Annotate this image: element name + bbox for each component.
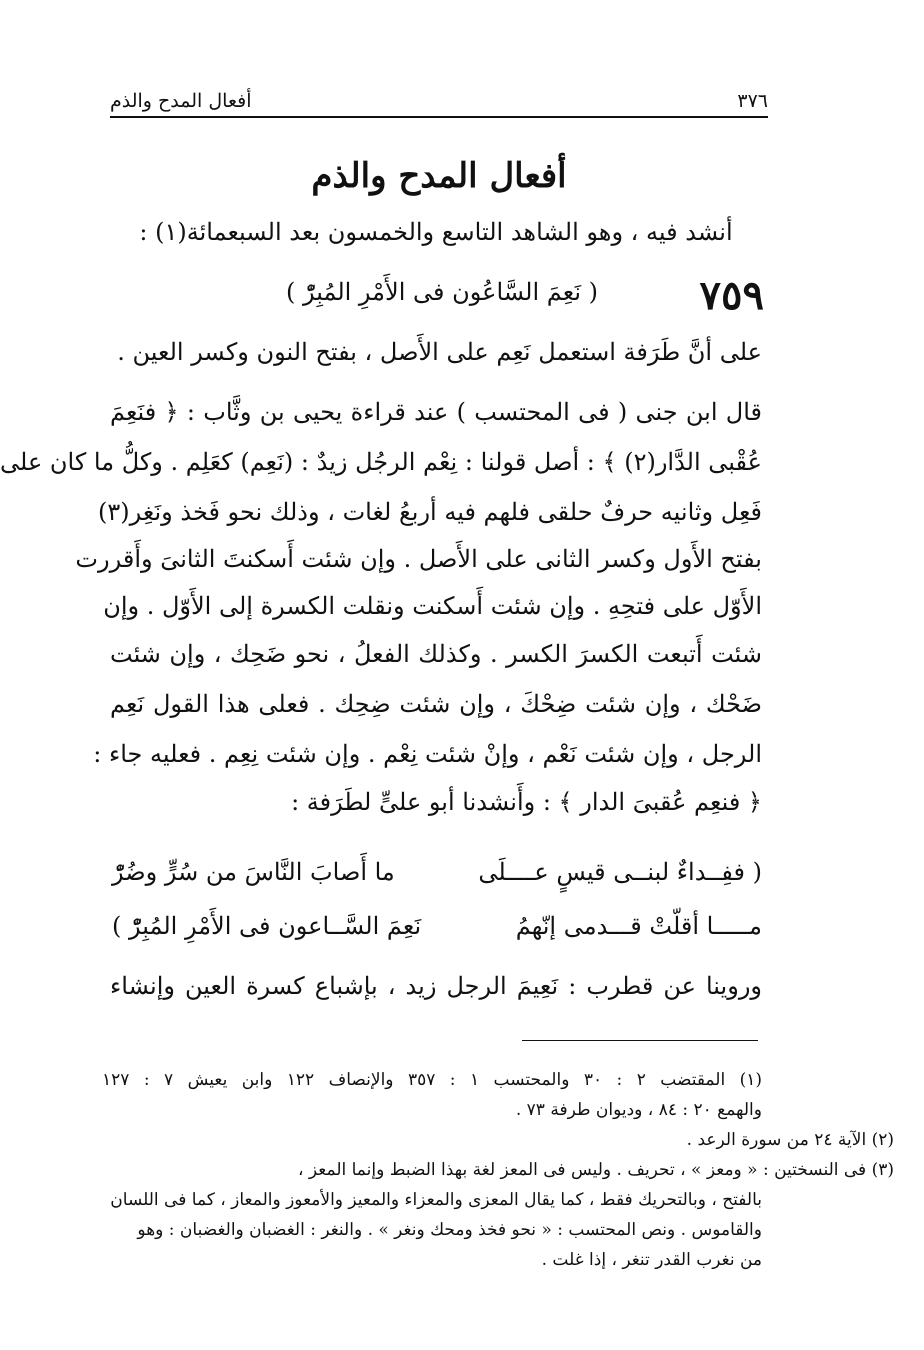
footnote-line: والقاموس . ونص المحتسب : « نحو فخذ ومحك ونغر » . والنغر : الغضبان والغضبان : وهو (137, 1220, 762, 1240)
running-header (110, 82, 768, 118)
chapter-title: أفعال المدح والذم (311, 156, 567, 196)
body-line: بفتح الأَول وكسر الثانى على الأَصل . وإن شئت أَسكنتَ الثانىَ وأَقررت (75, 545, 762, 573)
body-line: الأَوّل على فتحِهِ . وإن شئت أَسكنت ونقلت الكسرة إلى الأَوّل . وإن (103, 592, 762, 620)
body-line: على أنَّ طَرَفة استعمل نَعِم على الأَصل ، بفتح النون وكسر العين . (117, 338, 762, 366)
verse-quote: ( نَعِمَ السَّاعُون فى الأَمْرِ المُبِرّْ ) (285, 278, 599, 306)
body-line: ضَحْك ، وإن شئت ضِحْكَ ، وإن شئت ضِحِك . فعلى هذا القول نَعِم (110, 690, 762, 718)
couplet-hemistich: مـــــا أقلّتْ قـــدمى إنّهمُ (515, 912, 762, 940)
body-line: ﴿ فنعِم عُقبىَ الدار ﴾ : وأَنشدنا أبو علىٍّ لطَرَفة : (291, 788, 762, 816)
footnote-rule (522, 1040, 758, 1041)
couplet-hemistich: نَعِمَ السَّــاعون فى الأَمْرِ المُبِرّْ ) (112, 912, 422, 940)
footnote-line: (٢) الآية ٢٤ من سورة الرعد . (686, 1130, 894, 1150)
book-page (2, 0, 924, 1350)
couplet-hemistich: ما أَصابَ النَّاسَ من سُرٍّ وضُرّْ (112, 858, 395, 886)
body-line: الرجل ، وإن شئت نَعْم ، وإنْ شئت نِعْم . وإن شئت نِعِم . فعليه جاء : (93, 740, 762, 768)
body-line: عُقْبى الدَّار(٢) ﴾ : أصل قولنا : نِعْم الرجُل زيدٌ : (نَعِم) كعَلِم . وكلُّ ما كان على (0, 448, 762, 476)
couplet-hemistich: ( ففِــداءٌ لبنــى قيسٍ عــــلَى (478, 858, 762, 886)
running-title: أفعال المدح والذم (110, 90, 252, 112)
body-line: قال ابن جنى ( فى المحتسب ) عند قراءة يحيى بن وثَّاب : ﴿ فنَعِمَ (110, 398, 762, 426)
body-line: شئت أَتبعت الكسرَ الكسر . وكذلك الفعلُ ، نحو ضَحِك ، وإن شئت (110, 640, 762, 668)
verse-number: ٧٥٩ (699, 272, 764, 319)
footnote-line: (١) المقتضب ٢ : ٣٠ والمحتسب ١ : ٣٥٧ والإنصاف ١٢٢ وابن يعيش ٧ : ١٢٧ (102, 1070, 763, 1090)
footnote-line: من نغرب القدر تنغر ، إذا غلت . (541, 1250, 762, 1270)
body-line: فَعِل وثانيه حرفٌ حلقى فلهم فيه أربعُ لغات ، وذلك نحو فَخذ ونَغِر(٣) (98, 498, 762, 526)
intro-line: أنشد فيه ، وهو الشاهد التاسع والخمسون بعد السبعمائة(١) : (139, 218, 733, 246)
body-line: وروينا عن قطرب : نَعِيمَ الرجل زيد ، بإشباع كسرة العين وإنشاء (110, 972, 762, 1000)
footnote-line: (٣) فى النسختين : « ومعز » ، تحريف . وليس فى المعز لغة بهذا الضبط وإنما المعز ، (298, 1160, 894, 1180)
page-number: ٣٧٦ (737, 90, 768, 112)
footnote-line: بالفتح ، وبالتحريك فقط ، كما يقال المعزى والمعزاء والمعيز والأمعوز والمعاز ، كما فى اللسان (110, 1190, 762, 1210)
footnote-line: والهمع ٢٠ : ٨٤ ، وديوان طرفة ٧٣ . (515, 1100, 762, 1120)
